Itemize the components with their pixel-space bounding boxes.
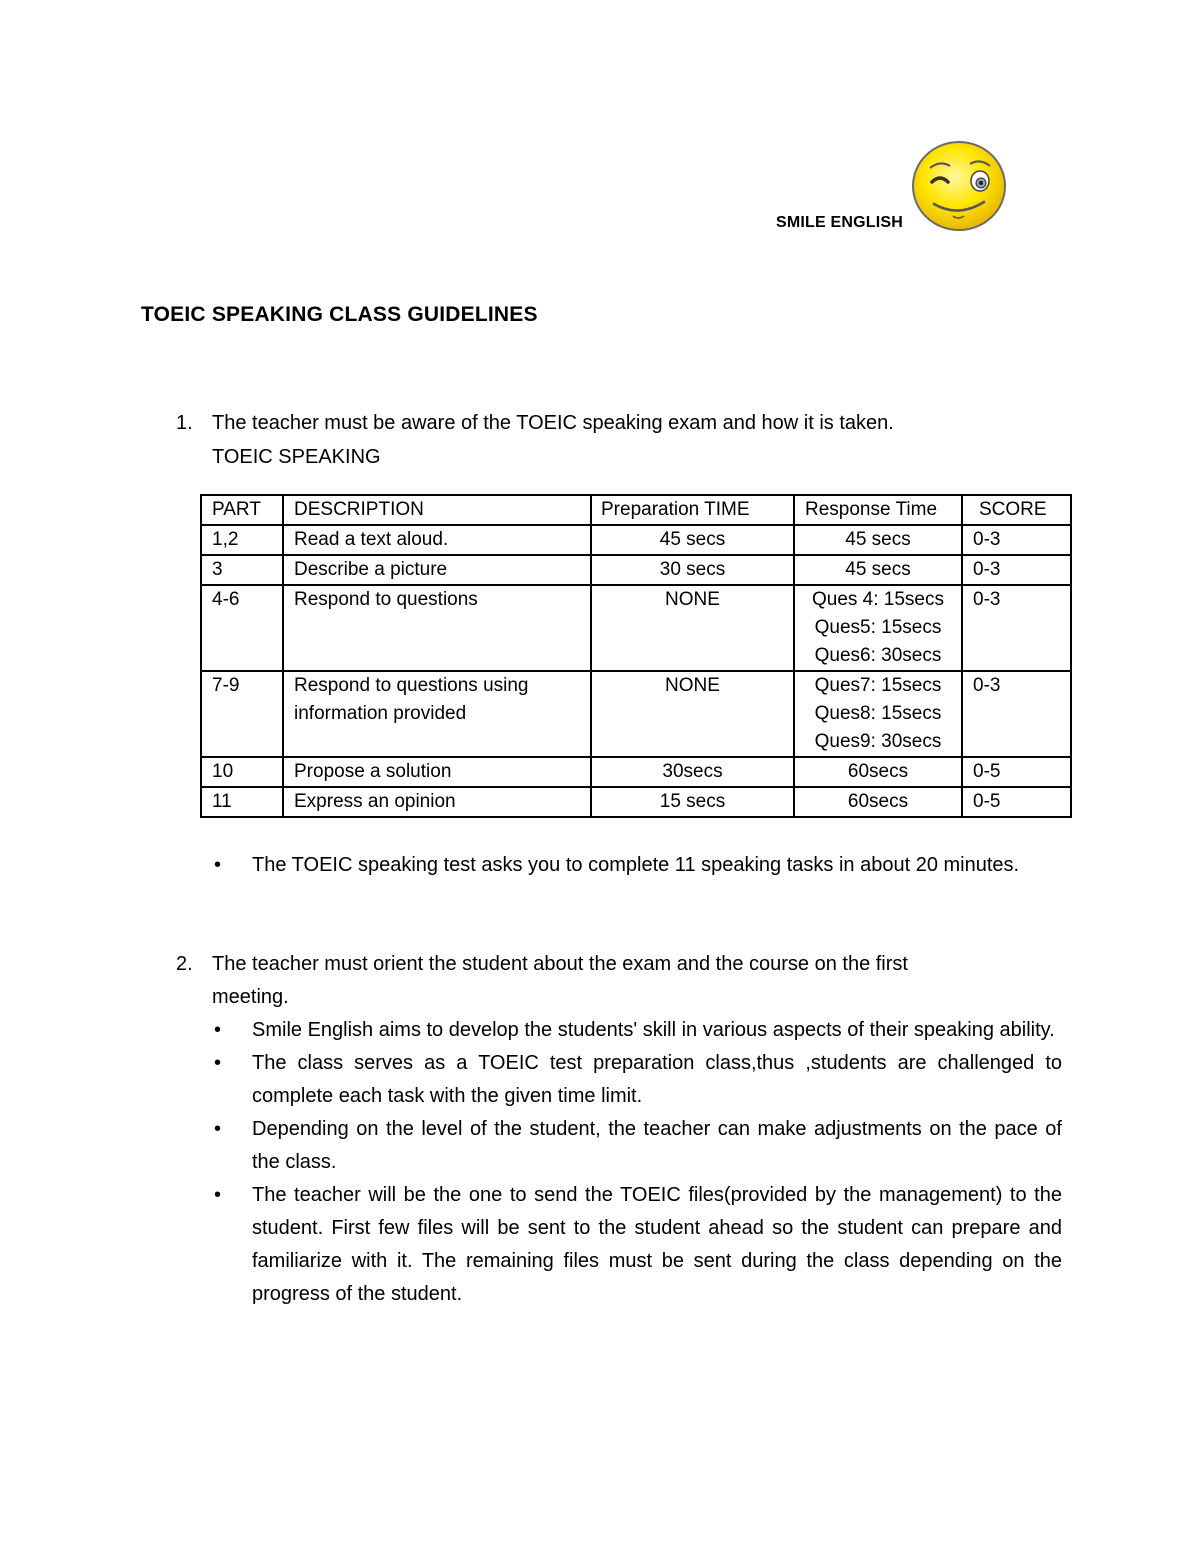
prep-time-cell: 30secs bbox=[591, 757, 794, 787]
description-cell: Propose a solution bbox=[283, 757, 591, 787]
page-title: TOEIC SPEAKING CLASS GUIDELINES bbox=[141, 303, 538, 326]
response-time-cell: 60secs bbox=[794, 757, 962, 787]
bullet-text: The class serves as a TOEIC test preparation class,thus ,students are challenged to complete each task with the given time limit. bbox=[252, 1052, 1062, 1107]
part-cell: 1,2 bbox=[201, 525, 283, 555]
table-row bbox=[201, 671, 1071, 757]
table-header-row bbox=[201, 495, 1071, 525]
bullet-item bbox=[212, 1047, 1062, 1113]
bullet-text: The teacher will be the one to send the TOEIC files(provided by the management) to the student. First few files will be sent to the student ahead so the student can prepare and familiarize with it. The remaining files must be sent during the class depending on the progress of the student. bbox=[252, 1184, 1062, 1305]
bullet-dot: • bbox=[214, 1019, 222, 1041]
part-cell: 7-9 bbox=[201, 671, 283, 757]
response-time-cell: 45 secs bbox=[794, 525, 962, 555]
description-cell bbox=[283, 671, 591, 757]
bullet-text: Depending on the level of the student, the teacher can make adjustments on the pace of the class. bbox=[252, 1118, 1062, 1173]
description-line: Respond to questions using bbox=[294, 675, 529, 696]
description-cell: Describe a picture bbox=[283, 555, 591, 585]
prep-time-cell: 45 secs bbox=[591, 525, 794, 555]
description-cell: Express an opinion bbox=[283, 787, 591, 817]
header-cell: Preparation TIME bbox=[591, 495, 794, 525]
description-cell: Respond to questions bbox=[283, 585, 591, 671]
description-line: information provided bbox=[294, 703, 467, 724]
header-cell: DESCRIPTION bbox=[283, 495, 591, 525]
item-number: 1. bbox=[176, 412, 193, 434]
response-line: Ques 4: 15secs bbox=[811, 589, 945, 610]
score-cell: 0-5 bbox=[962, 787, 1071, 817]
bullet-text: The TOEIC speaking test asks you to complete 11 speaking tasks in about 20 minutes. bbox=[252, 854, 1020, 876]
part-cell: 11 bbox=[201, 787, 283, 817]
response-line: Ques8: 15secs bbox=[814, 703, 942, 724]
response-line: Ques7: 15secs bbox=[814, 675, 942, 696]
description-cell: Read a text aloud. bbox=[283, 525, 591, 555]
bullet-dot: • bbox=[214, 1184, 222, 1206]
prep-time-cell: NONE bbox=[591, 585, 794, 671]
part-cell: 10 bbox=[201, 757, 283, 787]
prep-time-cell: NONE bbox=[591, 671, 794, 757]
header-cell: Response Time bbox=[794, 495, 962, 525]
toeic-speaking-table bbox=[200, 494, 1072, 818]
bullet-item bbox=[212, 1179, 1062, 1311]
table-row bbox=[201, 555, 1071, 585]
item-2-bullets bbox=[212, 1014, 1062, 1311]
response-time-cell: 45 secs bbox=[794, 555, 962, 585]
table-row bbox=[201, 757, 1071, 787]
header-cell: PART bbox=[201, 495, 283, 525]
bullet-item bbox=[212, 849, 1062, 882]
response-time-cell: 60secs bbox=[794, 787, 962, 817]
prep-time-cell: 15 secs bbox=[591, 787, 794, 817]
bullet-item bbox=[212, 1014, 1062, 1047]
prep-time-cell: 30 secs bbox=[591, 555, 794, 585]
score-cell: 0-3 bbox=[962, 671, 1071, 757]
item-number: 2. bbox=[176, 953, 193, 975]
score-cell: 0-3 bbox=[962, 555, 1071, 585]
brand-name: SMILE ENGLISH bbox=[776, 214, 904, 231]
bullet-text: Smile English aims to develop the students' skill in various aspects of their speaking ability. bbox=[252, 1019, 1055, 1041]
response-line: Ques9: 30secs bbox=[814, 731, 942, 752]
table-row bbox=[201, 787, 1071, 817]
bullet-dot: • bbox=[214, 854, 222, 876]
score-cell: 0-3 bbox=[962, 585, 1071, 671]
table-caption: TOEIC SPEAKING bbox=[212, 446, 381, 468]
item-text: The teacher must be aware of the TOEIC speaking exam and how it is taken. bbox=[212, 412, 894, 434]
bullet-dot: • bbox=[214, 1118, 222, 1140]
response-line: Ques6: 30secs bbox=[814, 645, 942, 666]
part-cell: 3 bbox=[201, 555, 283, 585]
score-cell: 0-3 bbox=[962, 525, 1071, 555]
header-cell: SCORE bbox=[962, 495, 1071, 525]
response-time-cell bbox=[794, 585, 962, 671]
response-time-cell bbox=[794, 671, 962, 757]
item-text: The teacher must orient the student about the exam and the course on the first meeting. bbox=[212, 953, 908, 1008]
response-line: Ques5: 15secs bbox=[814, 617, 942, 638]
bullet-item bbox=[212, 1113, 1062, 1179]
winking-smiley-icon bbox=[908, 138, 1010, 236]
bullet-dot: • bbox=[214, 1052, 222, 1074]
table-row bbox=[201, 525, 1071, 555]
table-notes bbox=[212, 849, 1062, 882]
score-cell: 0-5 bbox=[962, 757, 1071, 787]
table-row bbox=[201, 585, 1071, 671]
part-cell: 4-6 bbox=[201, 585, 283, 671]
